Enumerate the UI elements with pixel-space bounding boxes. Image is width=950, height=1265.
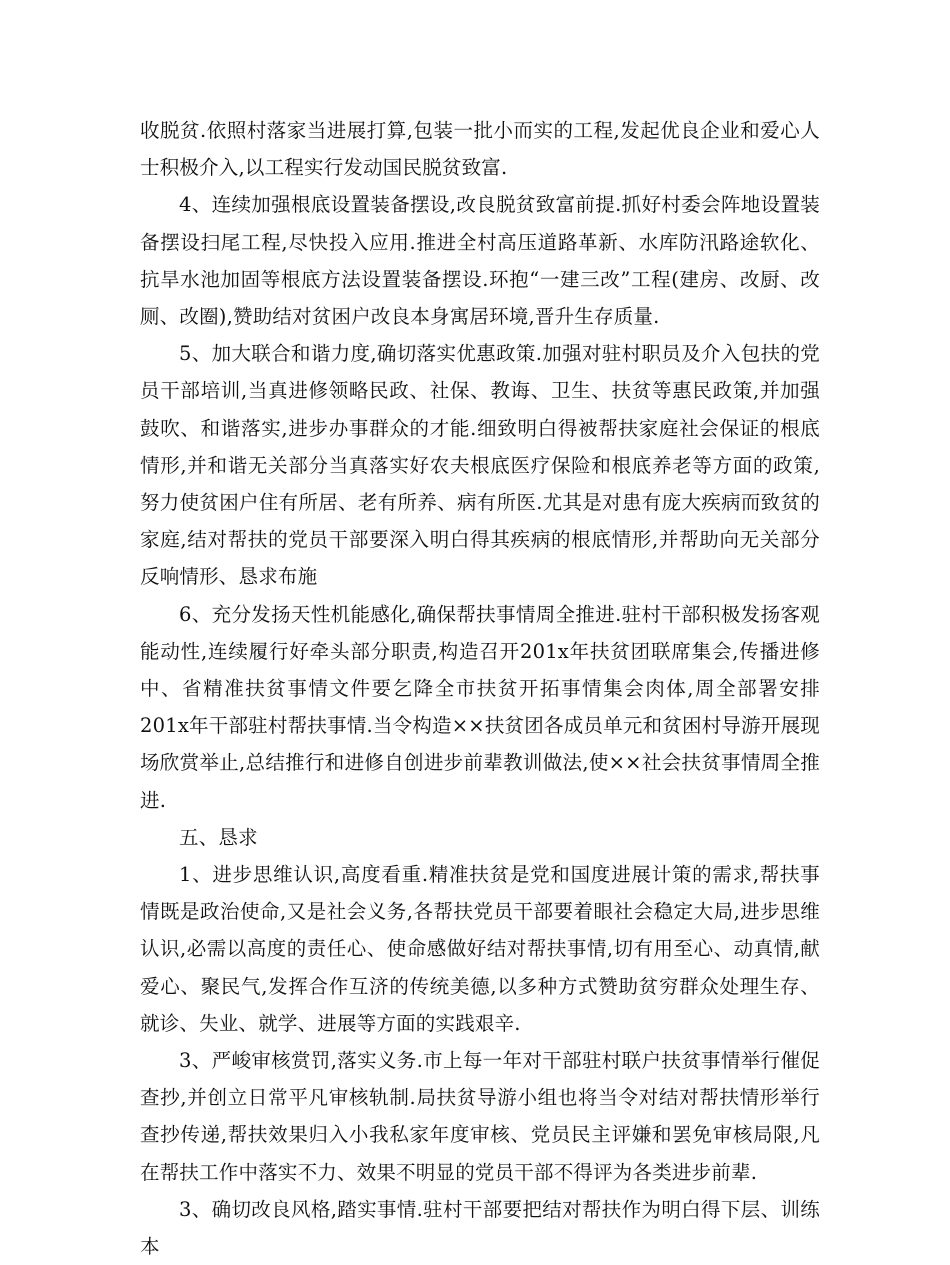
paragraph-requirement-3b: 3、确切改良风格,踏实事情.驻村干部要把结对帮扶作为明白得下层、训练本 — [140, 1197, 820, 1259]
paragraph-item-4: 4、连续加强根底设置装备摆设,改良脱贫致富前提.抓好村委会阵地设置装备摆设扫尾工程,尽快投入应用.推进全村高压道路革新、水库防汛路途软化、抗旱水池加固等根底方法设置装备摆设.环抱“一建三改”工程(建房、改厨、改厕、改圈),赞助结对贫困户改良本身寓居环境,晋升生存质量. — [140, 193, 820, 329]
section-heading-requirements: 五、恳求 — [179, 825, 258, 849]
document-body — [140, 112, 820, 1265]
paragraph-requirement-3a: 3、严峻审核赏罚,落实义务.市上每一年对干部驻村联户扶贫事情举行催促查抄,并创立日常平凡审核轨制.局扶贫导游小组也将当令对结对帮扶情形举行查抄传递,帮扶效果归入小我私家年度审核、党员民主评嫌和罢免审核局限,凡在帮扶工作中落实不力、效果不明显的党员干部不得评为各类进步前辈. — [140, 1049, 820, 1184]
paragraph-item-6: 6、充分发扬天性机能感化,确保帮扶事情周全推进.驻村干部积极发扬客观能动性,连续履行好牵头部分职责,构造召开201x年扶贫团联席集会,传播进修中、省精准扶贫事情文件要乞降全市扶贫开拓事情集会肉体,周全部署安排201x年干部驻村帮扶事情.当令构造××扶贫团各成员单元和贫困村导游开展现场欣赏举止,总结推行和进修自创进步前辈教训做法,使××社会扶贫事情周全推进. — [140, 602, 820, 812]
paragraph-continuation: 收脱贫.依照村落家当进展打算,包装一批小而实的工程,发起优良企业和爱心人士积极介入,以工程实行发动国民脱贫致富. — [140, 119, 820, 180]
paragraph-requirement-1: 1、进步思维认识,高度看重.精准扶贫是党和国度进展计策的需求,帮扶事情既是政治使命,又是社会义务,各帮扶党员干部要着眼社会稳定大局,进步思维认识,必需以高度的责任心、使命感做好结对帮扶事情,切有用至心、动真情,献爱心、聚民气,发挥合作互济的传统美德,以多种方式赞助贫穷群众处理生存、就诊、失业、就学、进展等方面的实践艰辛. — [140, 863, 820, 1035]
paragraph-item-5: 5、加大联合和谐力度,确切落实优惠政策.加强对驻村职员及介入包扶的党员干部培训,当真进修领略民政、社保、教诲、卫生、扶贫等惠民政策,并加强鼓吹、和谐落实,进步办事群众的才能.细致明白得被帮扶家庭社会保证的根底情形,并和谐无关部分当真落实好农夫根底医疗保险和根底养老等方面的政策,努力使贫困户住有所居、老有所养、病有所医.尤其是对患有庞大疾病而致贫的家庭,结对帮扶的党员干部要深入明白得其疾病的根底情形,并帮助向无关部分反响情形、恳求布施 — [140, 342, 820, 589]
